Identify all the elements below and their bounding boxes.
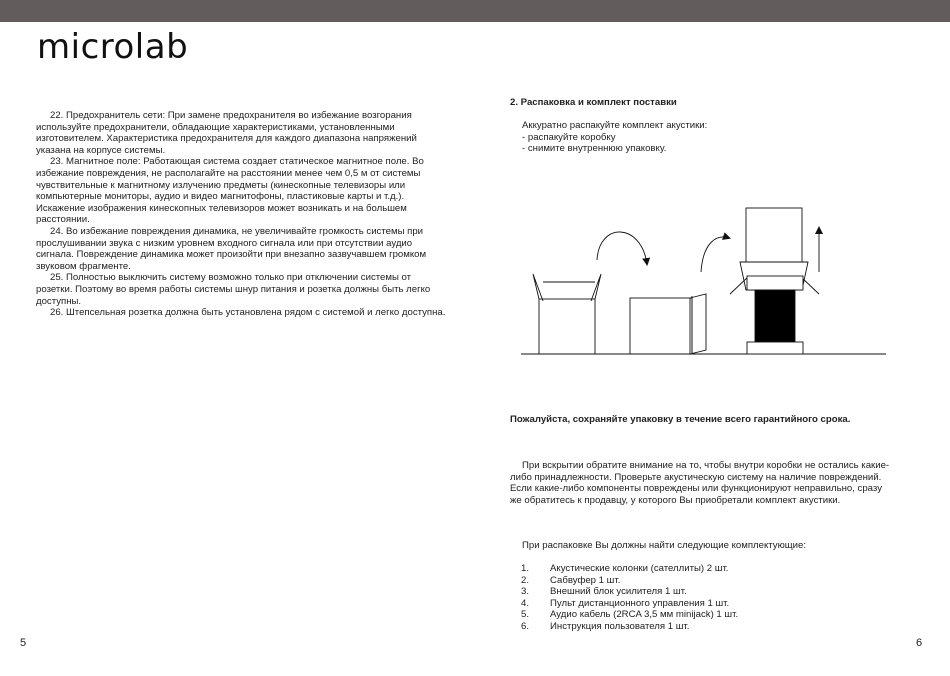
- rotate-arrow-icon: [597, 232, 647, 264]
- list-item: [521, 598, 738, 610]
- unpack-intro: [522, 120, 902, 155]
- item-text: Аудио кабель (2RCA 3,5 мм minijack) 1 шт.: [550, 609, 739, 621]
- item-number: 3.: [521, 586, 530, 598]
- list-item: [521, 586, 738, 598]
- item-text: Внешний блок усилителя 1 шт.: [550, 586, 687, 598]
- list-item: [521, 609, 738, 621]
- item-text: Сабвуфер 1 шт.: [550, 574, 621, 586]
- item-number: 4.: [521, 597, 530, 609]
- unpacking-diagram: [515, 198, 895, 368]
- contents-intro: При распаковке Вы должны найти следующие комплектующие:: [522, 540, 807, 551]
- paragraph-25: 25. Полностью выключить систему возможно только при отключении системы от розетки. Поэтому во время работы системы шнур питания и розетка должны быть легко доступны.: [36, 272, 431, 307]
- item-text: Инструкция пользователя 1 шт.: [550, 620, 690, 632]
- foam-bottom: [747, 342, 803, 354]
- paragraph-26: 26. Штепсельная розетка должна быть установлена рядом с системой и легко доступна.: [50, 307, 446, 319]
- lift-arrow-icon: [701, 237, 729, 272]
- paragraph-22: 22. Предохранитель сети: При замене предохранителя во избежание возгорания используйте предохранители, обладающие характеристиками, установленными изготовителем. Характеристика предохранителя для каждого диапазона напряжений указана на корпусе системы.: [36, 110, 417, 156]
- section-title: 2. Распаковка и комплект поставки: [510, 97, 677, 108]
- intro-step: - распакуйте коробку: [522, 131, 616, 143]
- page-number-right: 6: [916, 637, 923, 649]
- brand-logo: microlab: [37, 27, 189, 67]
- item-text: Пульт дистанционного управления 1 шт.: [550, 597, 730, 609]
- paragraph-23: 23. Магнитное поле: Работающая система создает статическое магнитное поле. Во избежание повреждения, не располагайте на расстоянии менее чем 0,5 м от системы чувствительные к магнитному излучению предметы (кинескопные телевизоры или компьютерные мониторы, аудио и видео магнитофоны, пластиковые карты и т.д.). Искажение изображения кинескопных телевизоров может возникать и на большем расстоянии.: [36, 156, 424, 226]
- item-text: Акустические колонки (сателлиты) 2 шт.: [550, 563, 729, 574]
- item-number: 6.: [521, 620, 530, 632]
- list-item: [521, 563, 738, 575]
- contents-list: [521, 563, 738, 633]
- intro-line: Аккуратно распакуйте комплект акустики:: [522, 120, 708, 131]
- item-number: 1.: [521, 563, 530, 574]
- open-box-drawing: [533, 274, 601, 354]
- inspection-paragraph: При вскрытии обратите внимание на то, чтобы внутри коробки не остались какие-либо принадлежности. Проверьте акустическую систему на наличие повреждений. Если какие-либо компоненты повреждены или функционируют неправильно, сразу же обратитесь к продавцу, у которого Вы приобретали комплект акустики.: [510, 460, 890, 506]
- flipped-box-drawing: [630, 294, 706, 354]
- list-item: [521, 575, 738, 587]
- keep-packaging-notice: Пожалуйста, сохраняйте упаковку в течение всего гарантийного срока.: [510, 414, 851, 425]
- paragraph-24: 24. Во избежание повреждения динамика, не увеличивайте громкость системы при прослушивании звука с низким уровнем входного сигнала или при отсутствии аудио сигнала. Повреждение динамика может произойти при внезапно зазвучавшем громком звуковом фрагменте.: [36, 225, 427, 272]
- item-number: 2.: [521, 574, 530, 586]
- list-item: [521, 621, 738, 633]
- speaker-block: [755, 290, 795, 342]
- intro-step: - снимите внутреннюю упаковку.: [522, 143, 667, 155]
- foam-top: [747, 276, 803, 290]
- item-number: 5.: [521, 609, 530, 621]
- page-number-left: 5: [20, 637, 27, 649]
- top-bar: [0, 0, 950, 22]
- safety-instructions: [36, 110, 446, 319]
- inspection-text: [510, 460, 890, 506]
